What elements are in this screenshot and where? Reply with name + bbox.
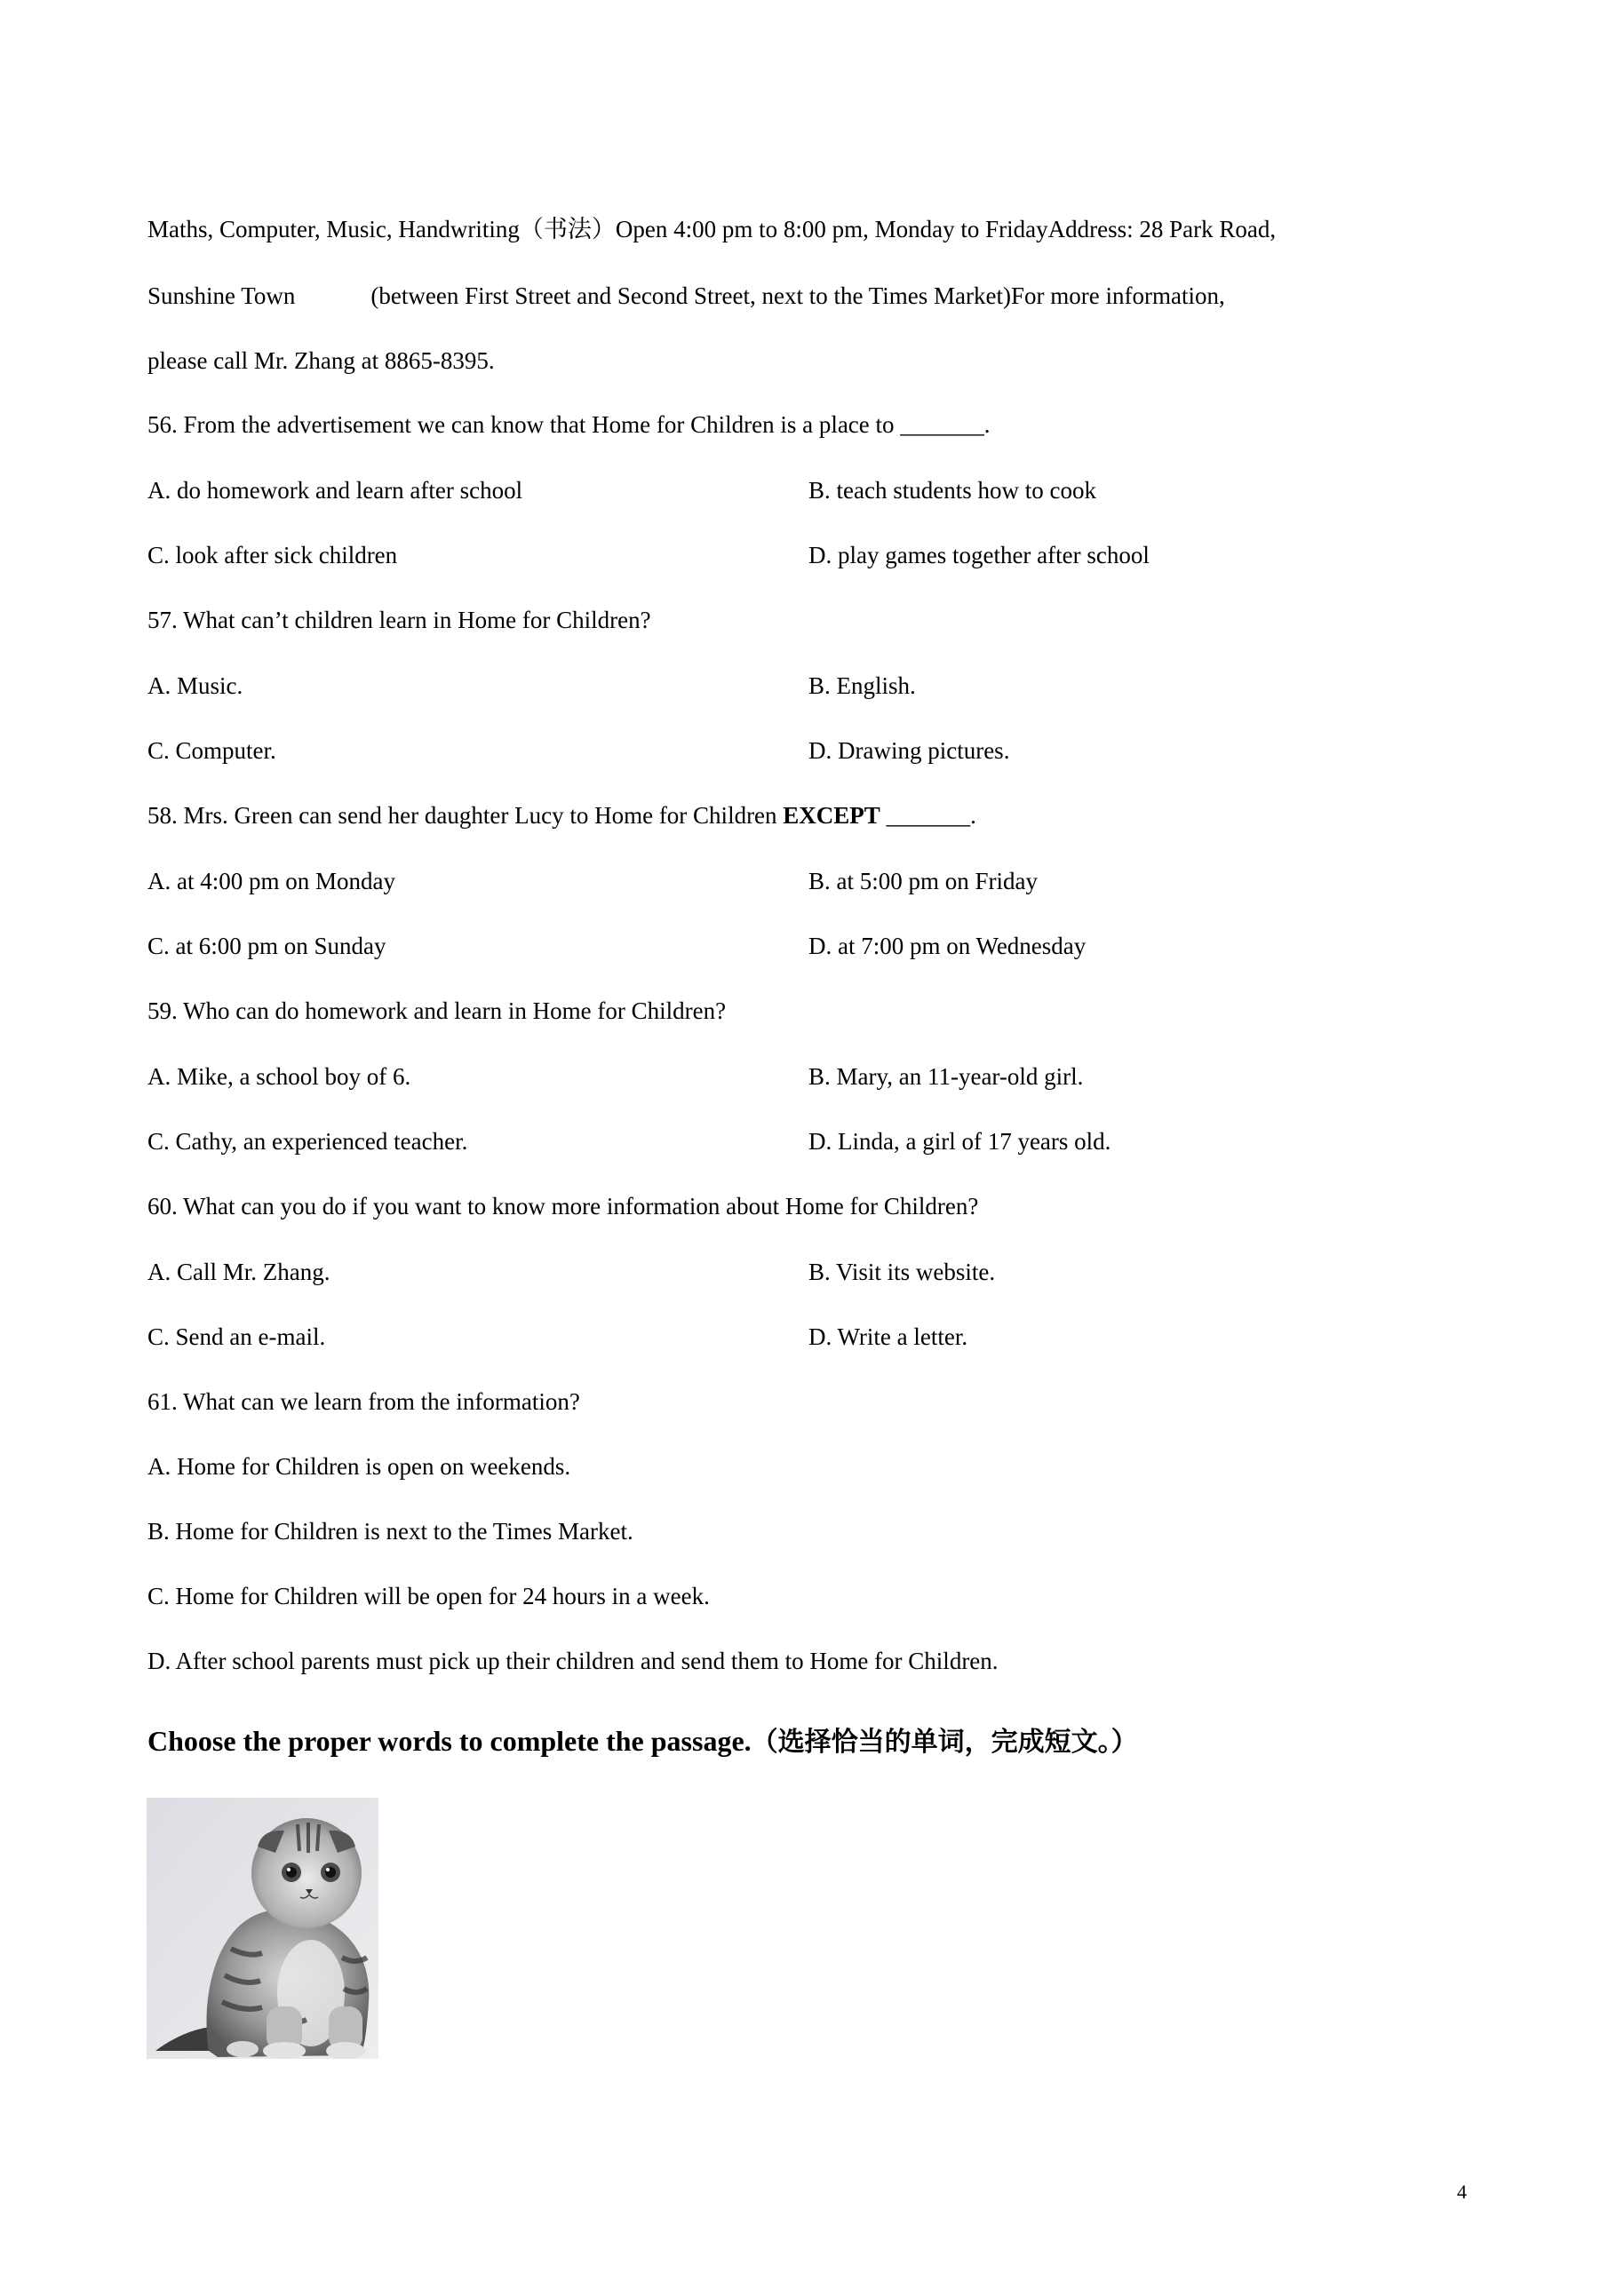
question-56-option-b: B. teach students how to cook: [808, 477, 1096, 504]
kitten-image: [147, 1798, 378, 2059]
question-56-option-a: A. do homework and learn after school: [147, 477, 523, 504]
question-60-option-c: C. Send an e-mail.: [147, 1323, 326, 1350]
question-57-option-d: D. Drawing pictures.: [808, 737, 1010, 764]
page-number: 4: [1457, 2181, 1467, 2203]
question-58-option-c: C. at 6:00 pm on Sunday: [147, 933, 386, 959]
section-heading-cn: （选择恰当的单词，完成短文。）: [751, 1727, 1138, 1758]
question-59-stem: 59. Who can do homework and learn in Home for Children?: [147, 997, 727, 1024]
question-57-option-b: B. English.: [808, 672, 916, 699]
section-heading-en: Choose the proper words to complete the passage.: [147, 1725, 752, 1757]
passage-line-2: [147, 282, 1225, 310]
question-61-option-a: A. Home for Children is open on weekends.: [147, 1453, 571, 1480]
question-56-option-d: D. play games together after school: [808, 542, 1150, 568]
question-60-stem: 60. What can you do if you want to know more information about Home for Children?: [147, 1193, 979, 1220]
question-61-option-d: D. After school parents must pick up their children and send them to Home for Children.: [147, 1648, 999, 1674]
question-57-option-a: A. Music.: [147, 672, 243, 699]
question-59-option-d: D. Linda, a girl of 17 years old.: [808, 1128, 1111, 1155]
question-59-option-c: C. Cathy, an experienced teacher.: [147, 1128, 468, 1155]
question-61-option-b: B. Home for Children is next to the Times Market.: [147, 1518, 633, 1545]
question-58-option-b: B. at 5:00 pm on Friday: [808, 868, 1038, 894]
question-58-stem-text: 58. Mrs. Green can send her daughter Lucy to Home for Children: [147, 802, 784, 829]
question-58-except: EXCEPT: [783, 802, 880, 829]
question-57-stem: 57. What can’t children learn in Home for Children?: [147, 607, 651, 633]
question-56-stem: 56. From the advertisement we can know that Home for Children is a place to _______.: [147, 411, 991, 438]
question-58-blank: _______.: [880, 802, 976, 829]
question-59-option-b: B. Mary, an 11-year-old girl.: [808, 1063, 1084, 1090]
passage-line-2-town: Sunshine Town: [147, 282, 296, 309]
section-heading: [147, 1725, 1138, 1759]
question-58-option-a: A. at 4:00 pm on Monday: [147, 868, 395, 894]
passage-line-3: please call Mr. Zhang at 8865-8395.: [147, 347, 495, 374]
question-60-option-b: B. Visit its website.: [808, 1259, 996, 1285]
question-59-option-a: A. Mike, a school boy of 6.: [147, 1063, 411, 1090]
passage-line-1: Maths, Computer, Music, Handwriting（书法）Open 4:00 pm to 8:00 pm, Monday to FridayAddress: 28 Park Road,: [147, 216, 1277, 242]
passage-line-2-address: (between First Street and Second Street, next to the Times Market)For more information,: [370, 282, 1225, 309]
question-56-option-c: C. look after sick children: [147, 542, 398, 568]
question-61-stem: 61. What can we learn from the information?: [147, 1388, 580, 1415]
question-58-stem: [147, 802, 976, 830]
question-60-option-a: A. Call Mr. Zhang.: [147, 1259, 330, 1285]
question-58-option-d: D. at 7:00 pm on Wednesday: [808, 933, 1087, 959]
question-61-option-c: C. Home for Children will be open for 24 hours in a week.: [147, 1583, 710, 1609]
question-57-option-c: C. Computer.: [147, 737, 276, 764]
question-60-option-d: D. Write a letter.: [808, 1323, 968, 1350]
